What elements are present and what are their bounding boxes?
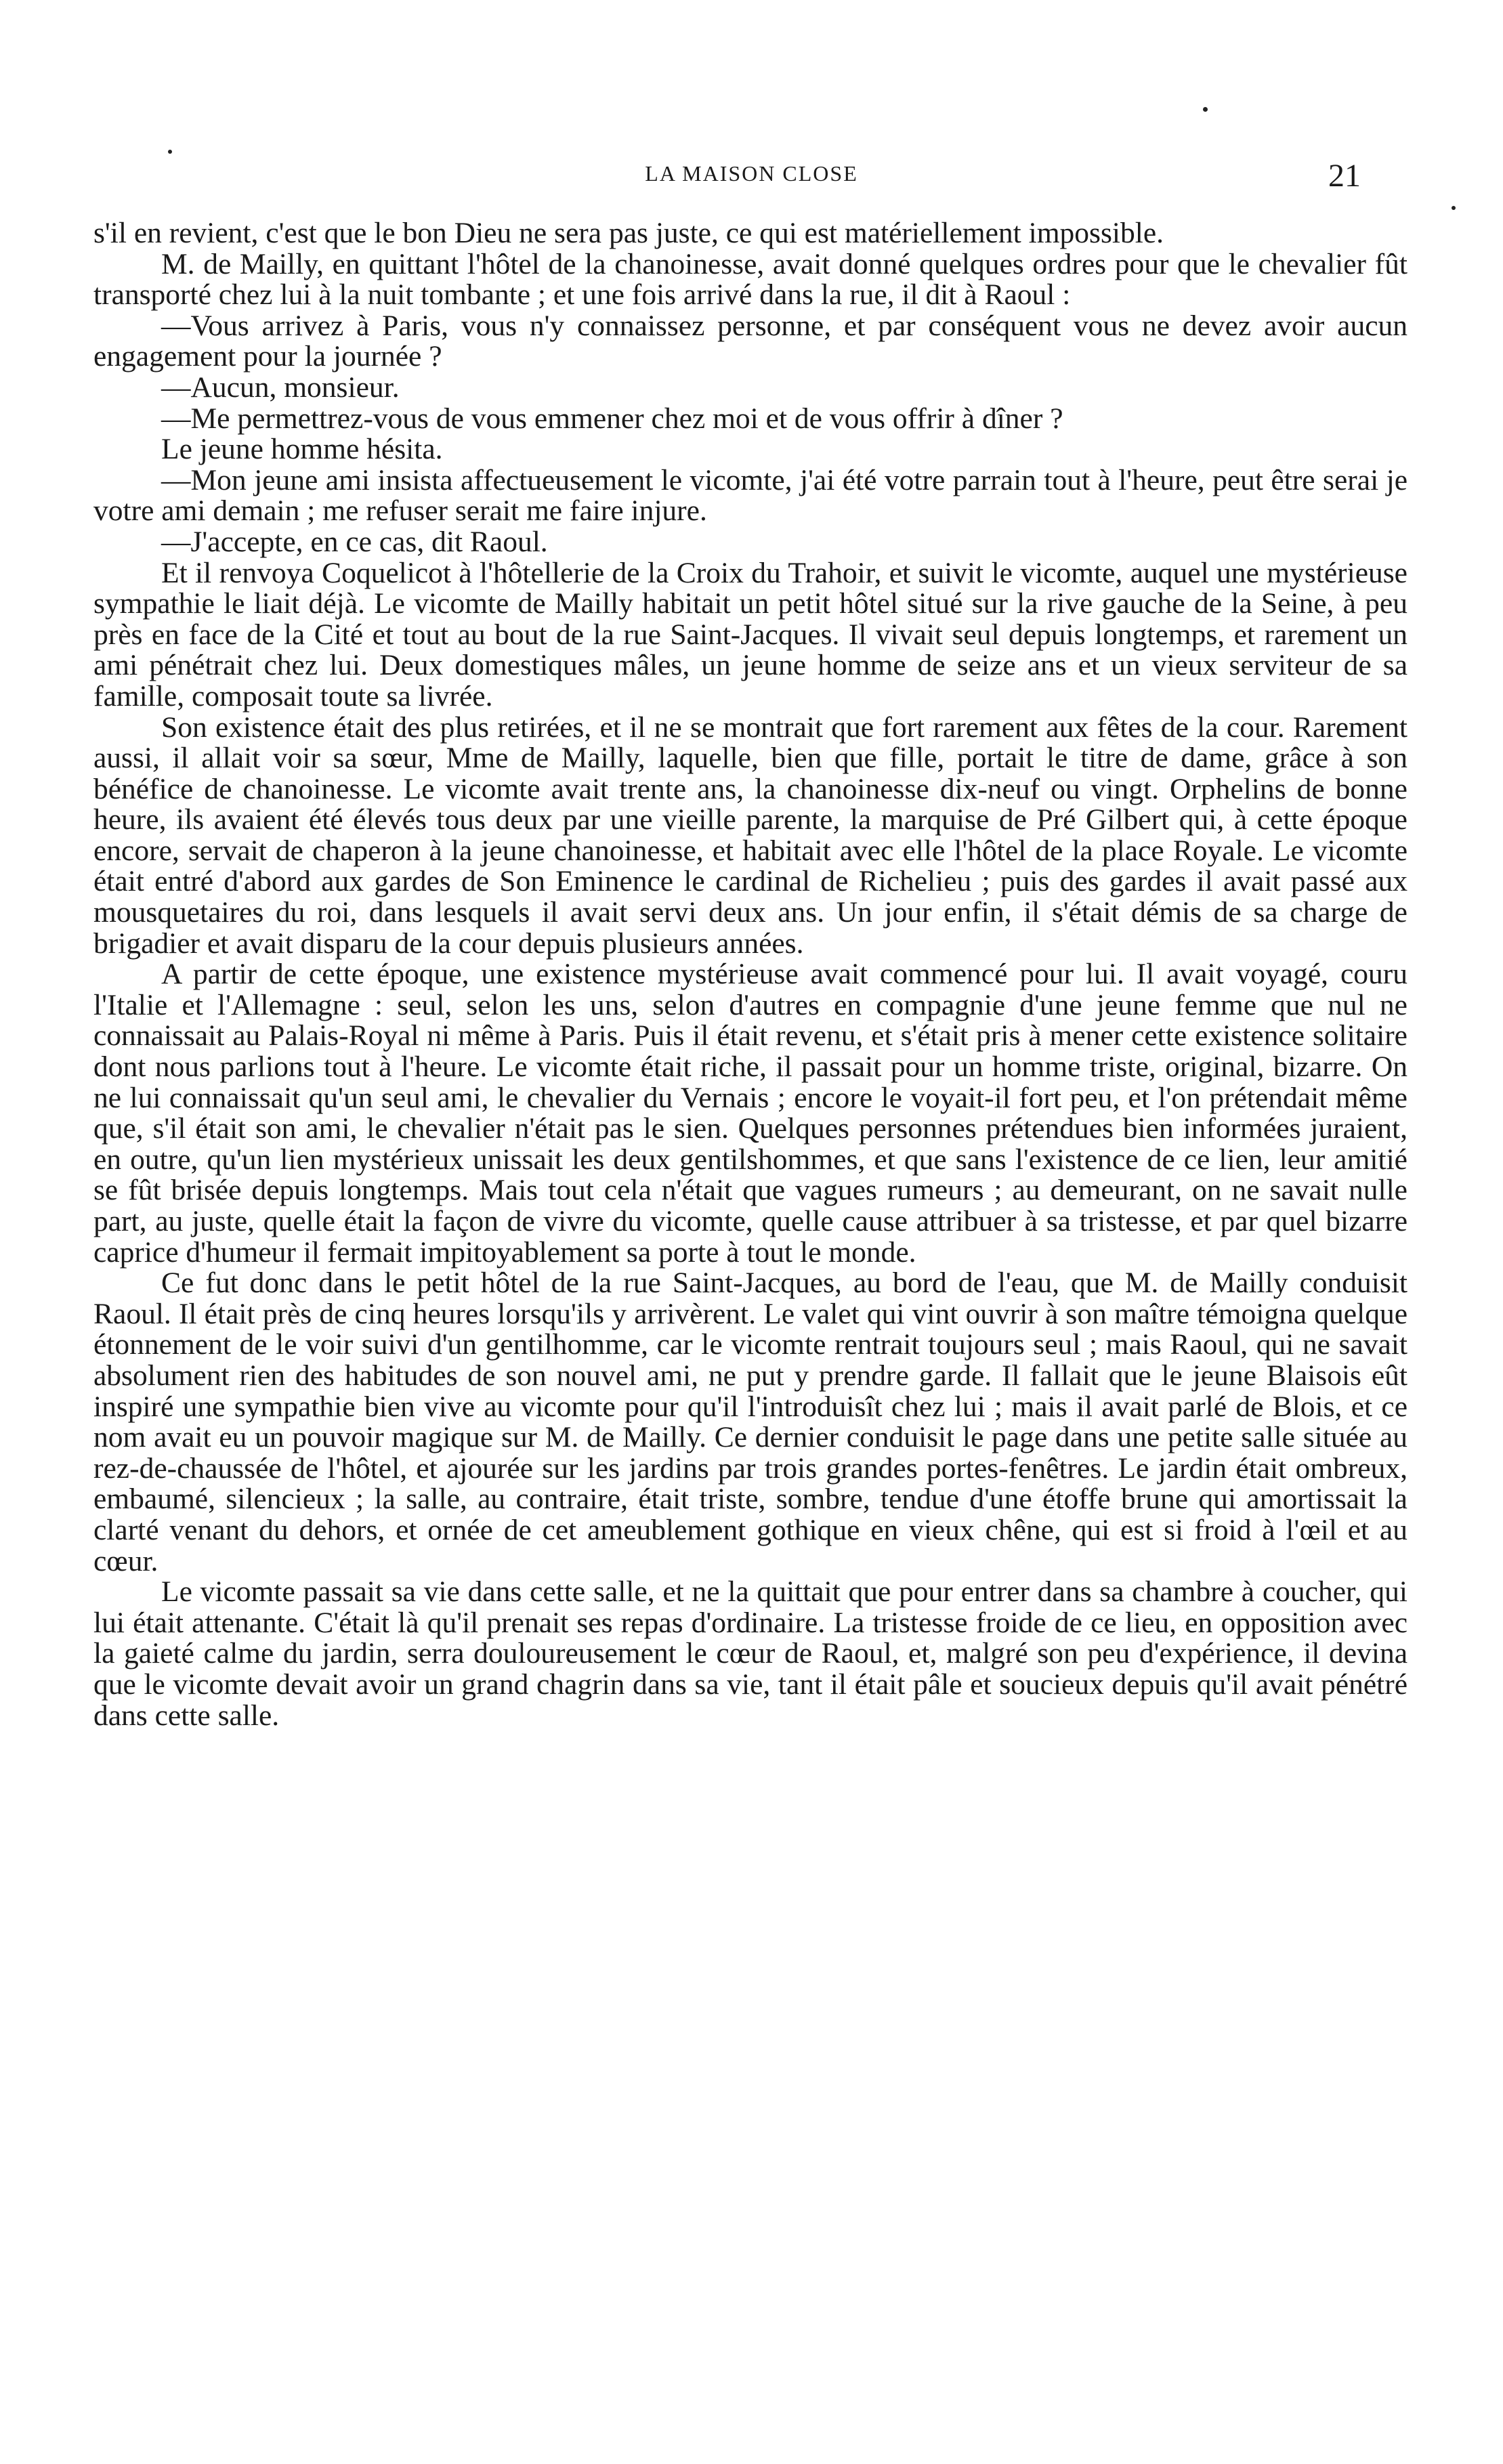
dialogue-line: —Mon jeune ami insista affectueusement le vicomte, j'ai été votre parrain tout à l'heure, peut être serai je votre ami demain ; me refuser serait me faire injure. <box>93 463 1407 528</box>
print-speck <box>1452 206 1456 210</box>
paragraph: A partir de cette époque, une existence mystérieuse avait commencé pour lui. Il avait voyagé, couru l'Italie et l'Allemagne : seul, selon les uns, selon d'autres en compagnie d'une jeune femme que nul ne connaissait au Palais-Royal ni même à Paris. Puis il était revenu, et s'était pris à mener cette existence solitaire dont nous parlions tout à l'heure. Le vicomte était riche, il passait pour un homme triste, original, bizarre. On ne lui connaissait qu'un seul ami, le chevalier du Vernais ; encore le voyait-il fort peu, et l'on prétendait même que, s'il était son ami, le chevalier n'était pas le sien. Quelques personnes prétendues bien informées juraient, en outre, qu'un lien mystérieux unissait les deux gentilshommes, et que sans l'existence de ce lien, leur amitié se fût brisée depuis longtemps. Mais tout cela n'était que vagues rumeurs ; au demeurant, on ne savait nulle part, au juste, quelle était la façon de vivre du vicomte, quelle cause attribuer à sa tristesse, et par quel bizarre caprice d'humeur il fermait impitoyablement sa porte à tout le monde. <box>93 958 1407 1269</box>
paragraph: M. de Mailly, en quittant l'hôtel de la chanoinesse, avait donné quelques ordres pour que le chevalier fût transporté chez lui à la nuit tombante ; et une fois arrivé dans la rue, il dit à Raoul : <box>93 247 1407 312</box>
dialogue-line: —J'accepte, en ce cas, dit Raoul. <box>161 525 548 558</box>
dialogue-line: —Vous arrivez à Paris, vous n'y connaissez personne, et par conséquent vous ne devez avoir aucun engagement pour la journée ? <box>93 309 1407 373</box>
paragraph: Le jeune homme hésita. <box>161 433 443 466</box>
paragraph: Le vicomte passait sa vie dans cette salle, et ne la quittait que pour entrer dans sa chambre à coucher, qui lui était attenante. C'était là qu'il prenait ses repas d'ordinaire. La tristesse froide de ce lieu, en opposition avec la gaieté calme du jardin, serra douloureusement le cœur de Raoul, et, malgré son peu d'expérience, il devina que le vicomte devait avoir un grand chagrin dans sa vie, tant il était pâle et soucieux depuis qu'il avait pénétré dans cette salle. <box>93 1575 1407 1732</box>
print-speck <box>1203 107 1208 112</box>
running-title: LA MAISON CLOSE <box>645 161 858 186</box>
paragraph: s'il en revient, c'est que le bon Dieu ne sera pas juste, ce qui est matériellement impossible. <box>93 217 1164 249</box>
dialogue-line: —Me permettrez-vous de vous emmener chez moi et de vous offrir à dîner ? <box>161 402 1063 435</box>
print-speck <box>168 150 172 154</box>
page-header <box>95 158 1408 202</box>
paragraph: Et il renvoya Coquelicot à l'hôtellerie de la Croix du Trahoir, et suivit le vicomte, auquel une mystérieuse sympathie le liait déjà. Le vicomte de Mailly habitait un petit hôtel situé sur la rive gauche de la Seine, à peu près en face de la Cité et tout au bout de la rue Saint-Jacques. Il vivait seul depuis longtemps, et rarement un ami pénétrait chez lui. Deux domestiques mâles, un jeune homme de seize ans et un vieux serviteur de sa famille, composait toute sa livrée. <box>93 556 1407 713</box>
paragraph: Ce fut donc dans le petit hôtel de la rue Saint-Jacques, au bord de l'eau, que M. de Mailly conduisit Raoul. Il était près de cinq heures lorsqu'ils y arrivèrent. Le valet qui vint ouvrir à son maître témoigna quelque étonnement de le voir suivi d'un gentilhomme, car le vicomte rentrait toujours seul ; mais Raoul, qui ne savait absolument rien des habitudes de son nouvel ami, ne put y prendre garde. Il fallait que le jeune Blaisois eût inspiré une sympathie bien vive au vicomte pour qu'il l'introduisît chez lui ; mais il avait parlé de Blois, et ce nom avait eu un pouvoir magique sur M. de Mailly. Ce dernier conduisit le page dans une petite salle située au rez-de-chaussée de l'hôtel, et ajourée sur les jardins par trois grandes portes-fenêtres. Le jardin était ombreux, embaumé, silencieux ; la salle, au contraire, était triste, sombre, tendue d'une étoffe brune qui amortissait la clarté venant du dehors, et ornée de cet ameublement gothique en vieux chêne, qui est si froid à l'œil et au cœur. <box>93 1267 1407 1577</box>
page-number: 21 <box>1328 158 1361 194</box>
dialogue-line: —Aucun, monsieur. <box>161 370 400 404</box>
page-body <box>93 218 1407 1731</box>
paragraph: Son existence était des plus retirées, et il ne se montrait que fort rarement aux fêtes de la cour. Rarement aussi, il allait voir sa sœur, Mme de Mailly, laquelle, bien que fille, portait le titre de dame, grâce à son bénéfice de chanoinesse. Le vicomte avait trente ans, la chanoinesse dix-neuf ou vingt. Orphelins de bonne heure, ils avaient été élevés tous deux par une vieille parente, la marquise de Pré Gilbert qui, à cette époque encore, servait de chaperon à la jeune chanoinesse, et habitait avec elle l'hôtel de la place Royale. Le vicomte était entré d'abord aux gardes de Son Eminence le cardinal de Richelieu ; puis des gardes il avait passé aux mousquetaires du roi, dans lesquels il avait servi deux ans. Un jour enfin, il s'était démis de sa charge de brigadier et avait disparu de la cour depuis plusieurs années. <box>93 710 1407 960</box>
